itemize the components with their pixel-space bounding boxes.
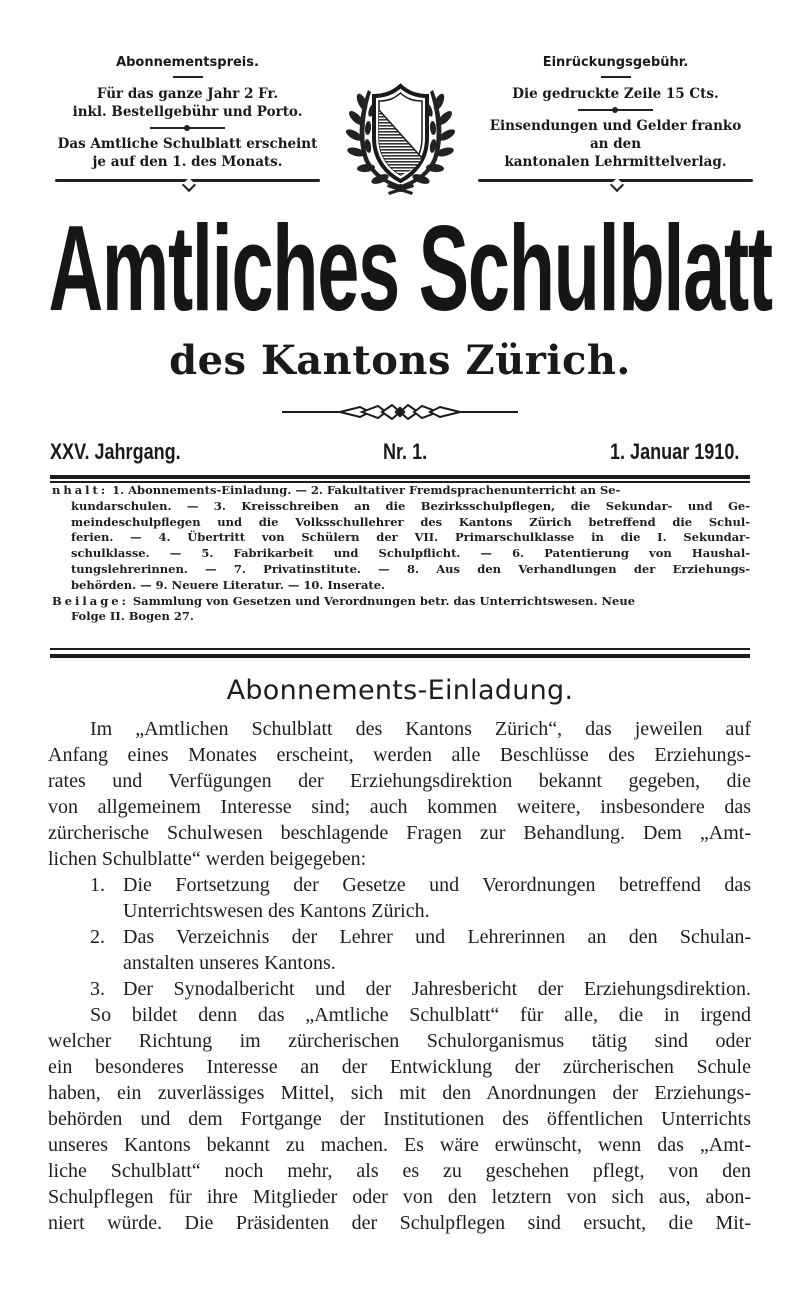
list-item-line: anstalten unseres Kantons. bbox=[123, 952, 336, 974]
supplement-text bbox=[52, 609, 750, 625]
supplement-line: Sammlung von Gesetzen und Verordnungen betr. das Unterrichtswesen. Neue bbox=[132, 593, 636, 608]
issue-volume: XXV. Jahrgang. bbox=[50, 439, 181, 464]
article-line: rates und Verfügungen der Erziehungsdirektion bekannt gegeben, die bbox=[48, 770, 751, 792]
brace-divider bbox=[478, 177, 753, 187]
article-line: von allgemeinem Interesse sind; auch kommen weitere, insbesondere das bbox=[48, 796, 751, 818]
contents-text bbox=[52, 499, 750, 594]
article-line: welcher Richtung im zürcherischen Schulorganismus tätig sind oder bbox=[48, 1030, 751, 1052]
list-item-line: Das Verzeichnis der Lehrer und Lehrerinnen an den Schulan- bbox=[123, 926, 751, 948]
list-item-number: 3. bbox=[90, 978, 105, 1000]
article-title: Abonnements-Einladung. bbox=[226, 675, 574, 706]
list-item-number: 2. bbox=[90, 926, 105, 948]
dot-rule bbox=[150, 124, 225, 132]
list-item-number: 1. bbox=[90, 874, 105, 896]
list-item-line: Unterrichtswesen des Kantons Zürich. bbox=[123, 900, 430, 922]
table-of-contents bbox=[52, 483, 750, 625]
article-body bbox=[48, 716, 751, 1236]
article-line: zürcherische Schulwesen beschlagende Fragen zur Behandlung. Dem „Amt- bbox=[48, 822, 751, 844]
article-line: lichen Schulblatte“ werden beigegeben: bbox=[48, 848, 367, 870]
article-line: haben, ein zuverlässiges Mittel, sich mit den Anordnungen der Erziehungs- bbox=[48, 1082, 751, 1104]
issue-info bbox=[50, 437, 750, 467]
article-line: ein besonderes Interesse an der Entwicklung der zürcherischen Schule bbox=[48, 1056, 751, 1078]
supplement-label: Beilage: bbox=[52, 593, 129, 608]
fee-line: Die gedruckte Zeile 15 Cts. bbox=[512, 86, 719, 102]
zurich-crest-icon bbox=[338, 80, 463, 198]
article-line: liche Schulblatt“ noch mehr, als es zu geschehen pflegt, von den bbox=[48, 1160, 751, 1182]
dot-rule bbox=[578, 106, 653, 114]
article-closing-paragraph bbox=[48, 1002, 751, 1236]
supplement-list bbox=[48, 872, 751, 1002]
article-line: Im „Amtlichen Schulblatt des Kantons Zürich“, das jeweilen auf bbox=[90, 718, 751, 740]
advertising-fee-box bbox=[478, 55, 753, 187]
list-item bbox=[48, 872, 751, 924]
contents-label: nhalt: bbox=[52, 483, 109, 497]
subscription-price-box bbox=[55, 55, 320, 187]
thick-rule bbox=[50, 475, 750, 479]
thick-rule bbox=[50, 654, 750, 658]
price-line: inkl. Bestellgebühr und Porto. bbox=[72, 104, 303, 120]
submission-note: an den bbox=[589, 136, 642, 152]
article-line: behörden und dem Fortgange der Institutionen des öffentlichen Unterrichts bbox=[48, 1108, 751, 1130]
article-line: niert würde. Die Präsidenten der Schulpflegen sind ersucht, die Mit- bbox=[48, 1212, 751, 1234]
subscription-price-title: Abonnementspreis. bbox=[116, 55, 259, 70]
list-item-line: Die Fortsetzung der Gesetze und Verordnungen betreffend das bbox=[123, 874, 751, 896]
ornament-divider-icon bbox=[282, 402, 518, 422]
article-line: So bildet denn das „Amtliche Schulblatt“ für alle, die in irgend bbox=[90, 1004, 751, 1026]
contents-line: ferien. — 4. Übertritt von Schülern der VII. Primarschulklasse in die I. Sekundar- bbox=[71, 530, 750, 545]
contents-line: schulklasse. — 5. Fabrikarbeit und Schulpflicht. — 6. Patentierung von Haushal- bbox=[71, 546, 750, 561]
contents-line: 1. Abonnements-Einladung. — 2. Fakultativer Fremdsprachenunterricht an Se- bbox=[112, 483, 621, 497]
contents-line: kundarschulen. — 3. Kreisschreiben an die Bezirksschulpflegen, die Sekundar- und Ge- bbox=[71, 498, 750, 513]
masthead-subtitle: des Kantons Zürich. bbox=[169, 337, 631, 384]
short-rule bbox=[601, 76, 631, 78]
article-line: unseres Kantons bekannt zu machen. Es wäre erwünscht, wenn das „Amt- bbox=[48, 1134, 751, 1156]
masthead-title: Amtliches Schulblatt bbox=[48, 200, 772, 336]
submission-note: kantonalen Lehrmittelverlag. bbox=[504, 154, 727, 170]
publication-note: je auf den 1. des Monats. bbox=[92, 154, 283, 170]
brace-divider bbox=[55, 177, 320, 187]
article-line: Anfang eines Monates erscheint, werden alle Beschlüsse des Erziehungs- bbox=[48, 744, 751, 766]
supplement-line: Folge II. Bogen 27. bbox=[71, 609, 194, 624]
issue-date: 1. Januar 1910. bbox=[610, 439, 740, 464]
price-line: Für das ganze Jahr 2 Fr. bbox=[96, 86, 279, 102]
contents-line: behörden. — 9. Neuere Literatur. — 10. Inserate. bbox=[71, 577, 386, 592]
contents-line: meindeschulpflegen und die Volksschullehrer des Kantons Zürich betreffend die Schul- bbox=[71, 514, 750, 529]
short-rule bbox=[173, 76, 203, 78]
list-item-line: Der Synodalbericht und der Jahresbericht der Erziehungsdirektion. bbox=[123, 978, 751, 1000]
submission-note: Einsendungen und Gelder franko bbox=[489, 118, 742, 134]
article-intro-paragraph bbox=[48, 716, 751, 872]
thin-rule bbox=[50, 648, 750, 650]
contents-line: tungslehrerinnen. — 7. Privatinstitute. — 8. Aus den Verhandlungen der Erziehungs- bbox=[71, 561, 750, 576]
advertising-fee-title: Einrückungsgebühr. bbox=[542, 55, 689, 70]
supplement-text bbox=[52, 594, 750, 610]
article-line: Schulpflegen für ihre Mitglieder oder von den letztern von sich aus, abon- bbox=[48, 1186, 751, 1208]
masthead bbox=[48, 200, 772, 336]
contents-text bbox=[52, 483, 750, 499]
issue-number: Nr. 1. bbox=[383, 439, 428, 464]
list-item bbox=[48, 924, 751, 976]
list-item bbox=[48, 976, 751, 1002]
publication-note: Das Amtliche Schulblatt erscheint bbox=[57, 136, 318, 152]
